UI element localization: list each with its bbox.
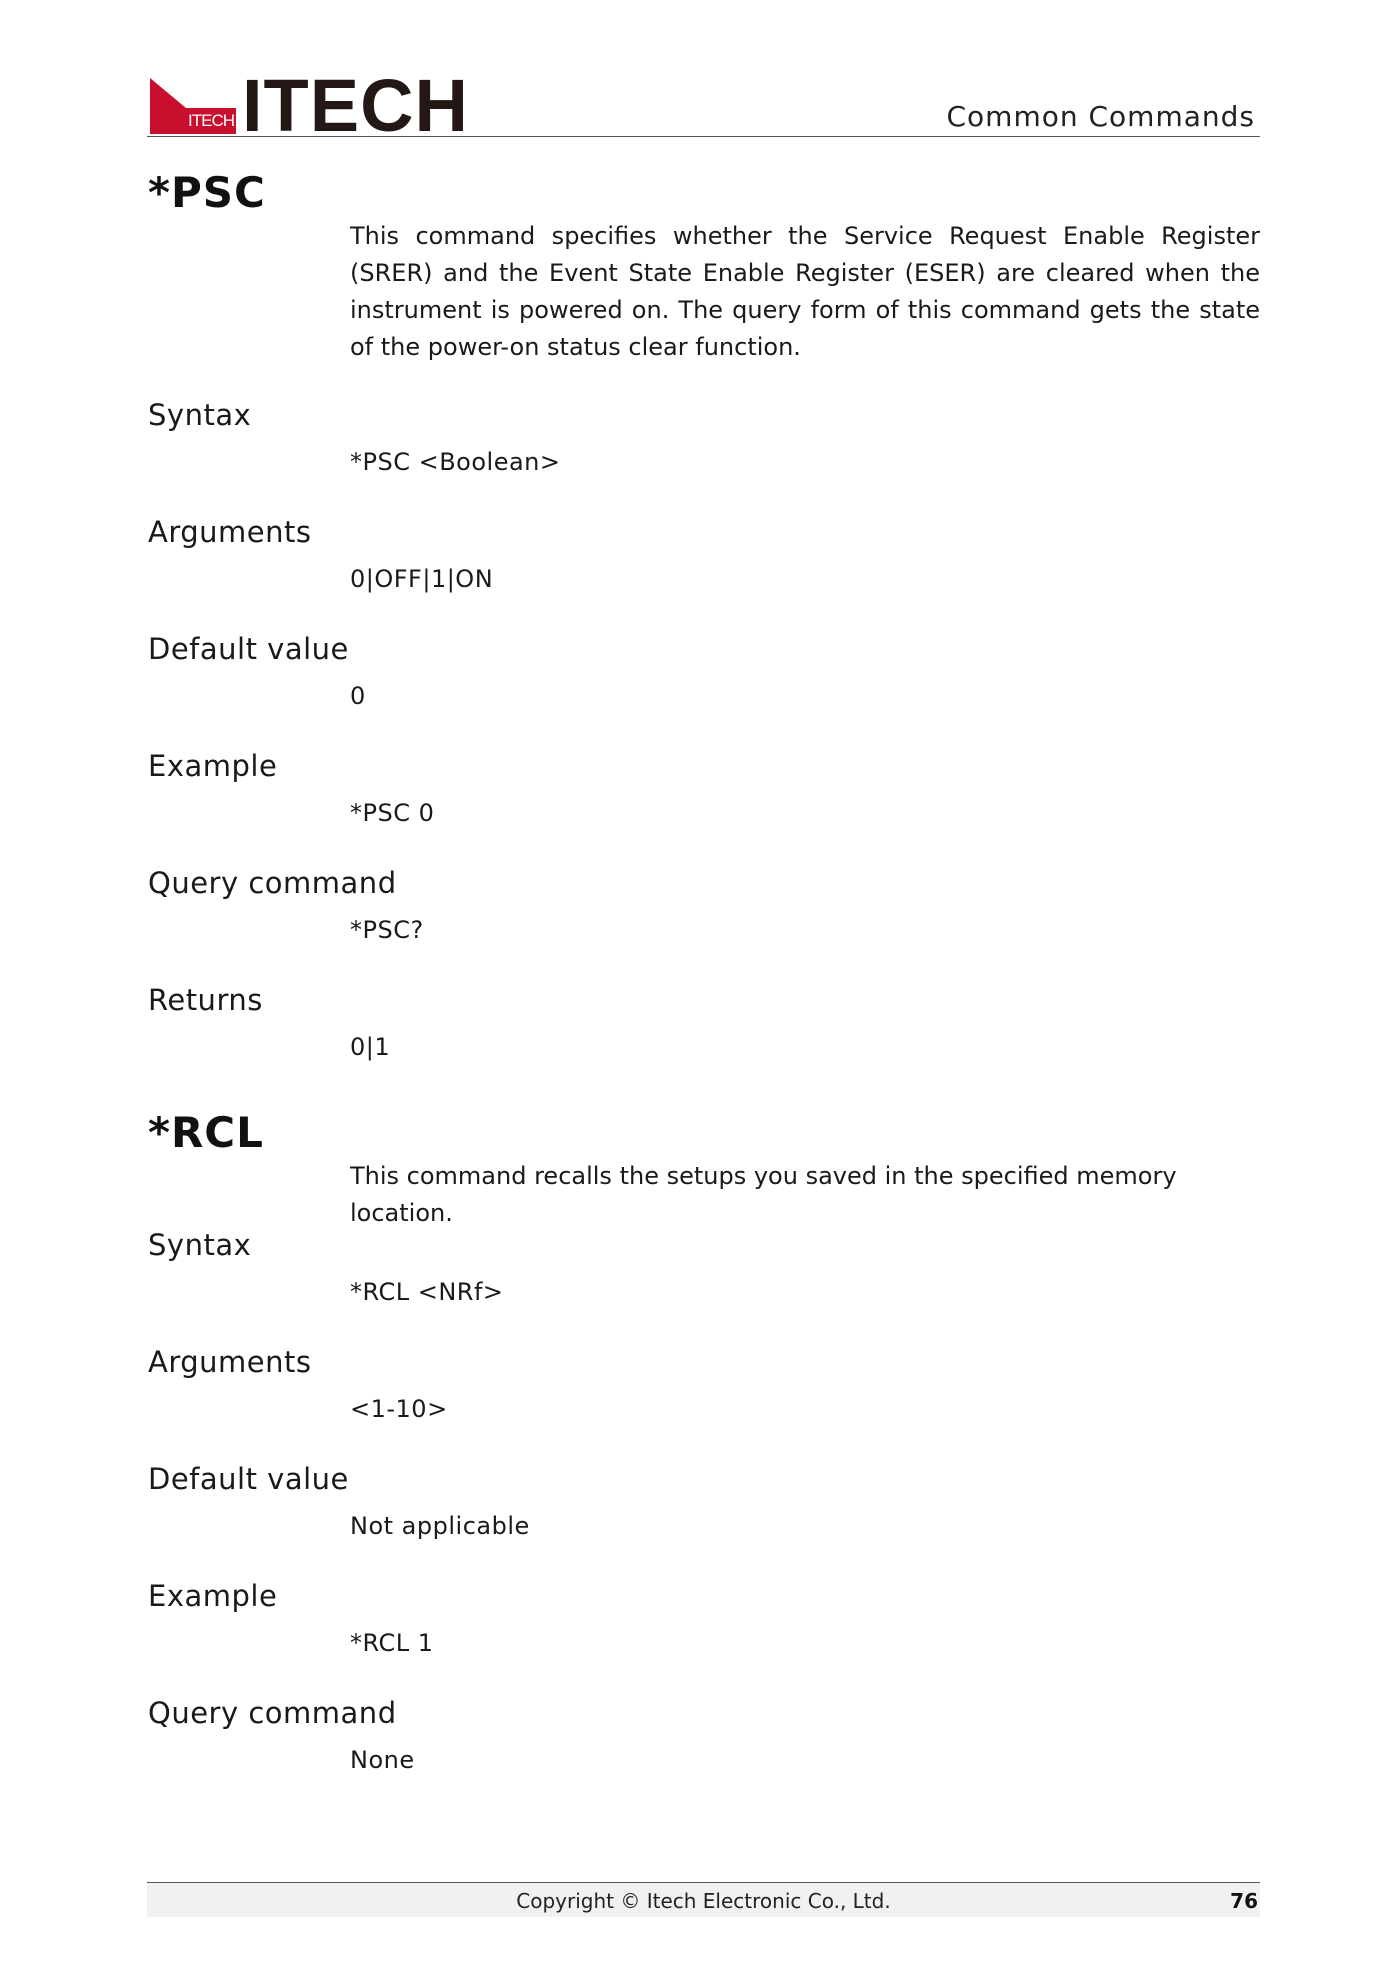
rcl-example-value: *RCL 1	[350, 1629, 434, 1657]
psc-syntax-label: Syntax	[148, 398, 252, 432]
logo-mark-icon	[150, 78, 236, 134]
psc-default-value: 0	[350, 682, 366, 710]
rcl-arguments-value: <1-10>	[350, 1395, 448, 1423]
rcl-query-value: None	[350, 1746, 415, 1774]
rcl-example-label: Example	[148, 1579, 278, 1613]
page-footer	[147, 1882, 1260, 1917]
psc-arguments-value: 0|OFF|1|ON	[350, 565, 494, 593]
psc-query-label: Query command	[148, 866, 397, 900]
rcl-default-value: Not applicable	[350, 1512, 530, 1540]
psc-command-title: *PSC	[148, 168, 266, 217]
rcl-syntax-label: Syntax	[148, 1228, 252, 1262]
page-number: 76	[1230, 1889, 1258, 1913]
rcl-syntax-value: *RCL <NRf>	[350, 1278, 504, 1306]
psc-example-value: *PSC 0	[350, 799, 435, 827]
psc-arguments-label: Arguments	[148, 515, 312, 549]
logo-mark-text: ITECH	[188, 111, 234, 130]
psc-description: This command specifies whether the Service Request Enable Register (SRER) and the Event State Enable Register (ESER) are cleared when the instrument is powered on. The query form of this command gets the state of the power-on status clear function.	[350, 222, 1260, 361]
rcl-description: This command recalls the setups you saved in the specified memory location.	[350, 1162, 1177, 1227]
rcl-default-label: Default value	[148, 1462, 349, 1496]
psc-returns-label: Returns	[148, 983, 263, 1017]
rcl-command-title: *RCL	[148, 1108, 264, 1157]
psc-syntax-value: *PSC <Boolean>	[350, 448, 561, 476]
psc-query-value: *PSC?	[350, 916, 424, 944]
logo-wordmark: ITECH	[242, 64, 469, 147]
footer-copyright: Copyright © Itech Electronic Co., Ltd.	[516, 1889, 891, 1913]
itech-logo	[150, 64, 469, 147]
psc-returns-value: 0|1	[350, 1033, 391, 1061]
psc-default-label: Default value	[148, 632, 349, 666]
rcl-arguments-label: Arguments	[148, 1345, 312, 1379]
psc-example-label: Example	[148, 749, 278, 783]
rcl-query-label: Query command	[148, 1696, 397, 1730]
page-header	[147, 64, 1260, 147]
section-title: Common Commands	[946, 100, 1255, 133]
